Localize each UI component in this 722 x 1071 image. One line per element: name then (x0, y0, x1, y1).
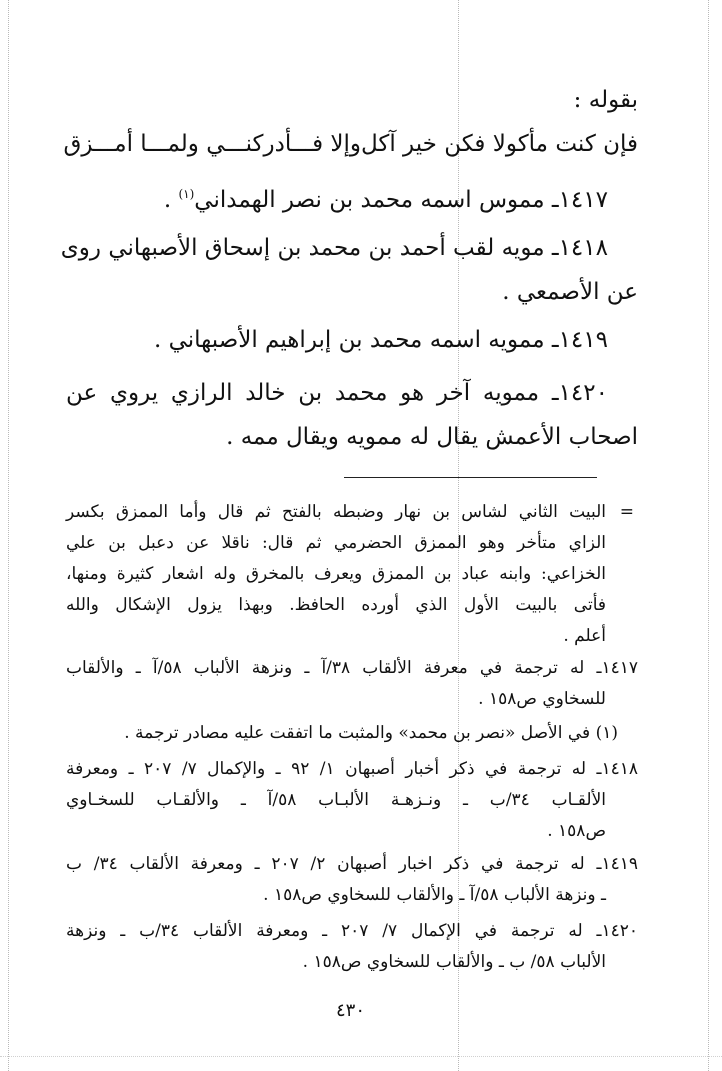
footnote-1417 (66, 653, 638, 715)
footnote-line: للسخاوي ص١٥٨ . (478, 689, 606, 709)
footnote-reference: (١) (178, 187, 195, 201)
scan-guide-line (0, 1056, 722, 1057)
footnote-1418 (66, 754, 638, 847)
footnote-line: ـ ونزهة الألباب ٥٨/آ ـ والألقاب للسخاوي ص١٥٨ . (263, 885, 606, 905)
page-number: ٤٣٠ (336, 1000, 366, 1021)
entry-text: ١٤١٧ـ مموس اسمه محمد بن نصر الهمداني (194, 187, 608, 213)
footnote-1419 (66, 849, 638, 911)
footnote-line: ١٤١٧ـ له ترجمة في معرفة الألقاب ٣٨/آ ـ ونزهة الألباب ٥٨/آ ـ والألقاب (66, 658, 638, 678)
footnote-line: الألباب ٥٨/ ب ـ والألقاب للسخاوي ص١٥٨ . (302, 952, 606, 972)
footnote-line: الخزاعي: وابنه عباد بن الممزق ويعرف بالمخرق وله اشعار كثيرة ومنها، (66, 564, 606, 584)
footnote-line: ١٤١٩ـ له ترجمة في ذكر اخبار أصبهان ٢/ ٢٠٧ ـ ومعرفة الألقاب ٣٤/ ب (66, 854, 638, 874)
entry-line: ١٤٢٠ـ ممويه آخر هو محمد بن خالد الرازي يروي عن (66, 380, 608, 406)
footnote-line: البيت الثاني لشاس بن نهار وضبطه بالفتح ثم قال وأما الممزق بكسر (66, 502, 606, 522)
footnote-1 (66, 718, 638, 749)
entry-line: عن الأصمعي . (502, 279, 638, 305)
footnote-separator (344, 477, 597, 478)
verse-hemistich-second: وإلا فـــأدركنـــي ولمـــا أمـــزق (63, 131, 361, 157)
entry-line: اصحاب الأعمش يقال له ممويه ويقال ممه . (226, 424, 638, 450)
scan-guide-line (8, 0, 9, 1071)
entry-1419 (66, 318, 638, 362)
footnote-line: فأتى بالبيت الأول الذي أورده الحافظ. وبهذا يزول الإشكال والله (66, 595, 606, 615)
footnote-continuation (66, 497, 638, 652)
entry-1420 (66, 371, 638, 459)
main-text (63, 78, 638, 166)
footnote-line: الألقـاب ٣٤/ب ـ ونـزهـة الألبـاب ٥٨/آ ـ والألقـاب للسخـاوي (66, 790, 606, 810)
footnote-line: أعلم . (563, 626, 606, 646)
footnote-1420 (66, 916, 638, 978)
entry-line: ١٤١٨ـ مويه لقب أحمد بن محمد بن إسحاق الأصبهاني روى (60, 235, 608, 261)
footnote-line: ١٤١٨ـ له ترجمة في ذكر أخبار أصبهان ١/ ٩٢ ـ والإكمال ٧/ ٢٠٧ ـ ومعرفة (66, 759, 638, 779)
footnote-line: ١٤٢٠ـ له ترجمة في الإكمال ٧/ ٢٠٧ ـ ومعرفة الألقاب ٣٤/ب ـ ونزهة (66, 921, 638, 941)
intro-line: بقوله : (573, 87, 638, 113)
footnote-line: ص١٥٨ . (547, 821, 606, 841)
footnote-line: الزاي متأخر وهو الممزق الحضرمي ثم قال: ناقلا عن دعبل بن علي (66, 533, 606, 553)
scan-guide-line (708, 0, 709, 1071)
entry-1417 (66, 172, 638, 222)
entry-line: ١٤١٩ـ ممويه اسمه محمد بن إبراهيم الأصبهاني . (153, 327, 608, 353)
footnote-line: (١) في الأصل «نصر بن محمد» والمثبت ما اتفقت عليه مصادر ترجمة . (124, 723, 618, 743)
verse-hemistich-first: فإن كنت مأكولا فكن خير آكل (360, 131, 638, 157)
entry-1418 (60, 226, 638, 314)
entry-end: . (163, 187, 179, 213)
continuation-marker: = (619, 502, 634, 522)
poetry-verse (63, 122, 638, 166)
